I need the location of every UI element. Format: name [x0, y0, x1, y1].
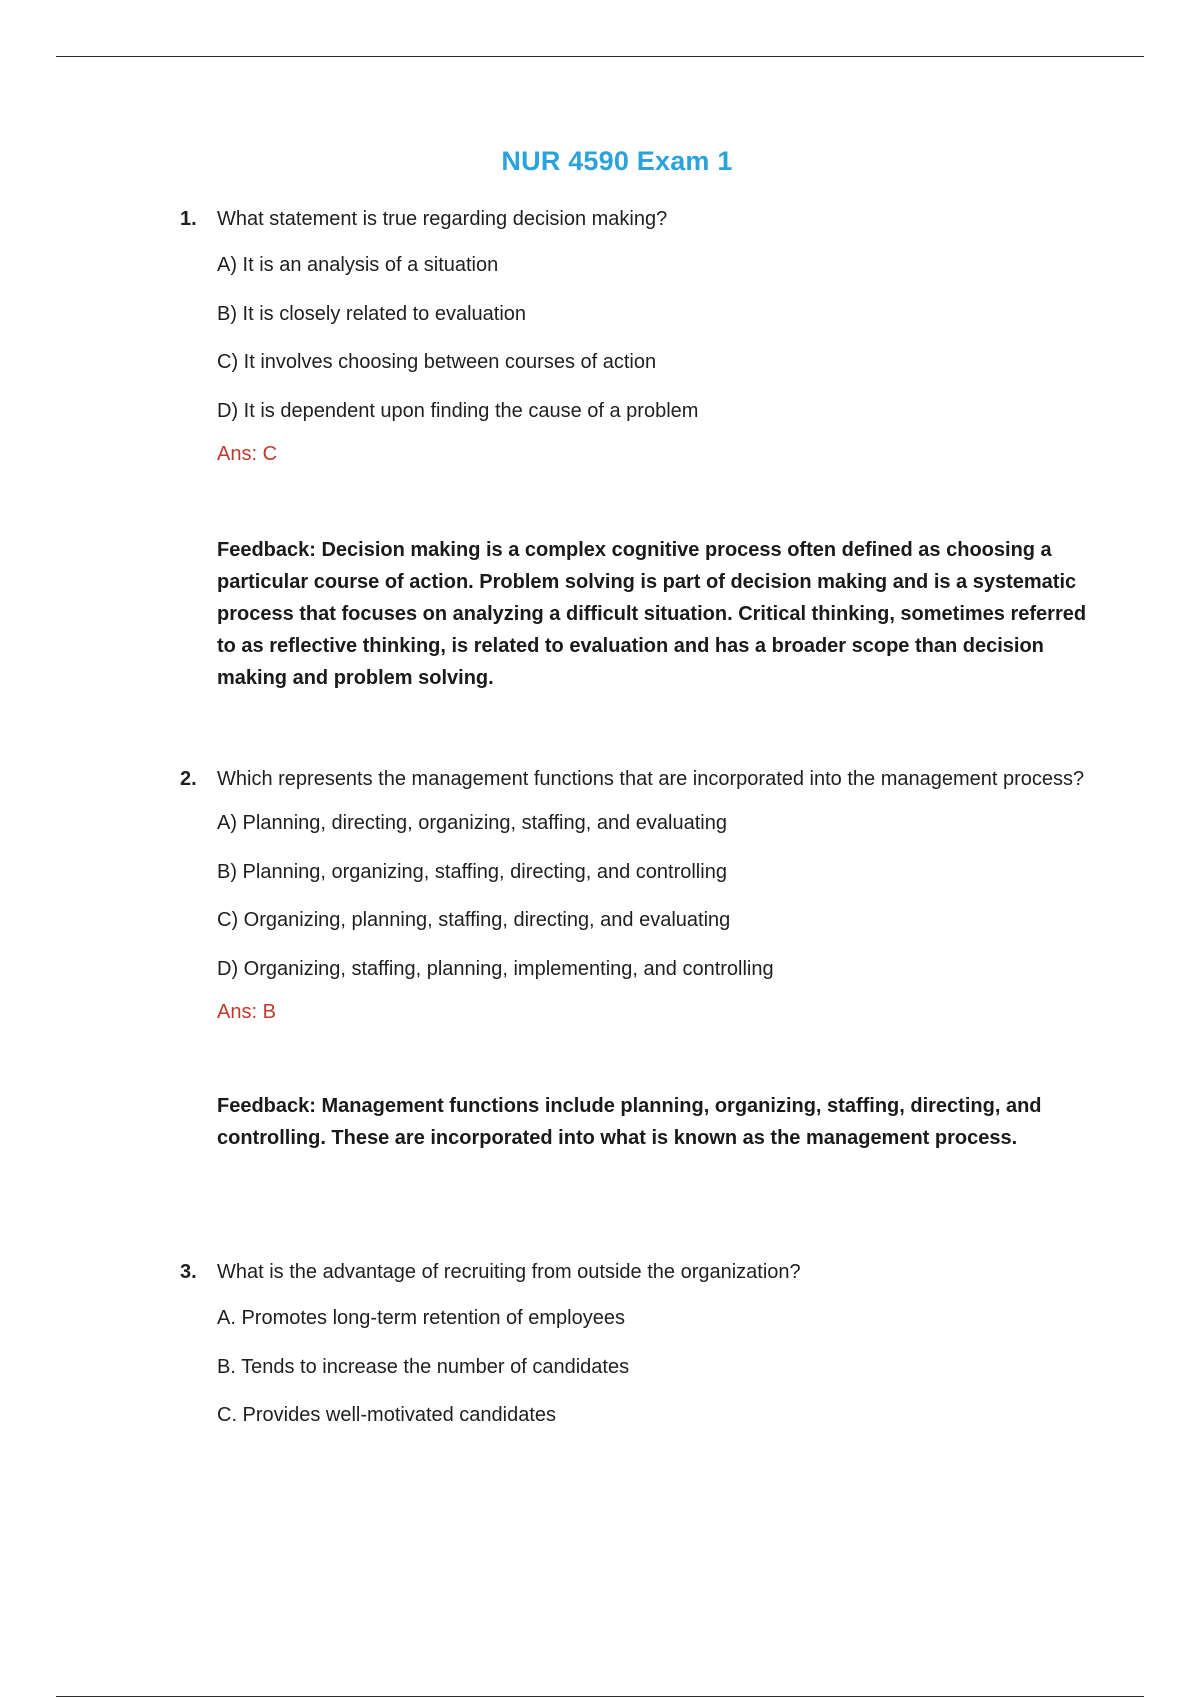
- option-a: A) It is an analysis of a situation: [217, 254, 499, 276]
- feedback-text: Feedback: Management functions include planning, organizing, staffing, directing, and controlling. These are incorporated into what is known as the management process.: [217, 1095, 1042, 1149]
- question-body: [217, 203, 1100, 694]
- question-number: 2.: [180, 768, 197, 790]
- option-b: B) Planning, organizing, staffing, directing, and controlling: [217, 860, 727, 883]
- option-b: B. Tends to increase the number of candidates: [217, 1355, 630, 1378]
- bottom-rule: [56, 1696, 1144, 1697]
- question-body: [217, 1256, 1100, 1448]
- option-list: [217, 1302, 1100, 1448]
- question-text: Which represents the management functions that are incorporated into the management process?: [217, 768, 1085, 790]
- option-list: [217, 807, 1100, 1001]
- feedback-text: Feedback: Decision making is a complex cognitive process often defined as choosing a particular course of action. Problem solving is part of decision making and is a systematic process that focuses on analyzing a difficult situation. Critical thinking, sometimes referred to as reflective thinking, is related to evaluation and has a broader scope than decision making and problem solving.: [217, 539, 1087, 689]
- option-c: C) It involves choosing between courses of action: [217, 351, 657, 373]
- answer-label: Ans: B: [217, 1001, 276, 1023]
- question-body: [217, 763, 1100, 1154]
- page-title: NUR 4590 Exam 1: [501, 146, 733, 176]
- question-number: 3.: [180, 1261, 197, 1283]
- option-d: D) It is dependent upon finding the cause of a problem: [217, 399, 699, 422]
- option-c: C. Provides well-motivated candidates: [217, 1404, 557, 1426]
- top-rule: [56, 56, 1144, 57]
- option-list: [217, 249, 1100, 443]
- option-a: A. Promotes long-term retention of employees: [217, 1307, 625, 1329]
- question-text: What is the advantage of recruiting from outside the organization?: [217, 1261, 801, 1283]
- option-d: D) Organizing, staffing, planning, implementing, and controlling: [217, 957, 774, 980]
- option-c: C) Organizing, planning, staffing, directing, and evaluating: [217, 909, 731, 931]
- question-text: What statement is true regarding decision making?: [217, 208, 668, 230]
- option-b: B) It is closely related to evaluation: [217, 302, 527, 325]
- question-number: 1.: [180, 208, 197, 230]
- option-a: A) Planning, directing, organizing, staffing, and evaluating: [217, 812, 727, 834]
- answer-label: Ans: C: [217, 443, 278, 465]
